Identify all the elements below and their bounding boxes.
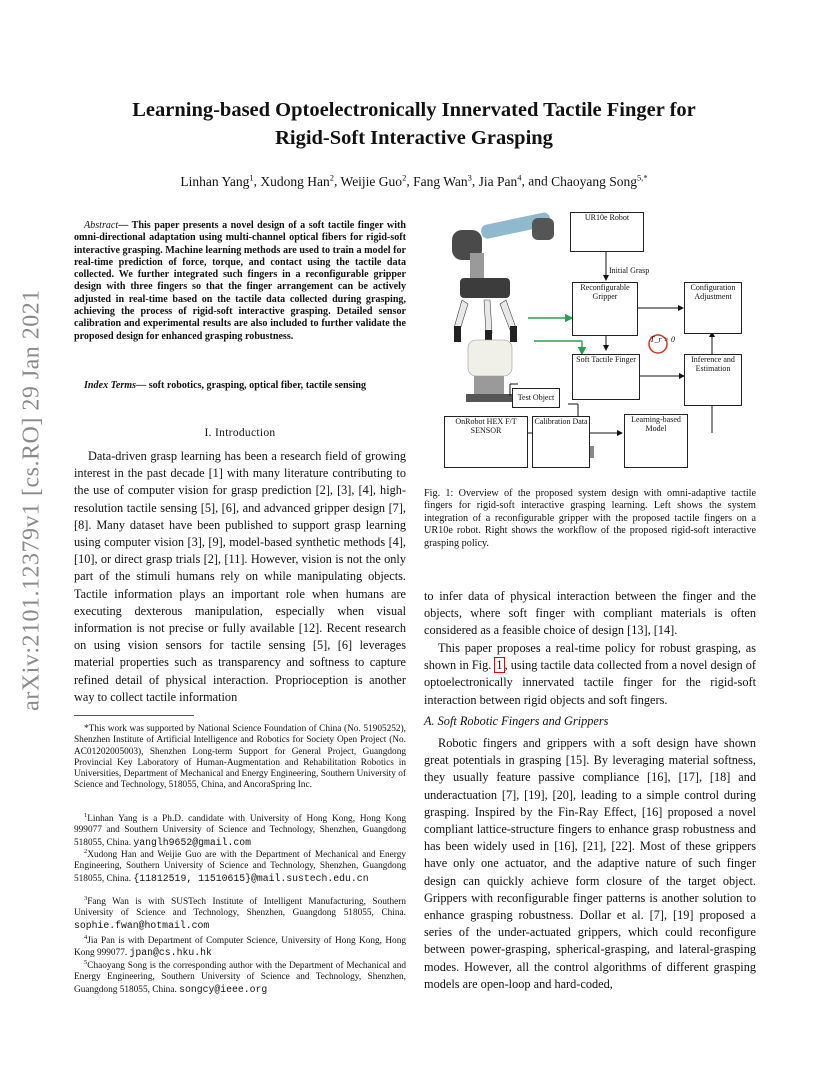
figure-ref-link[interactable]: 1 [496, 658, 503, 673]
email-link[interactable]: {11812519, 11510615}@mail.sustech.edu.cn [133, 872, 369, 884]
author: Weijie Guo$^2$ [340, 172, 407, 189]
subsection-a-paragraph: Robotic fingers and grippers with a soft design have shown great potentials in grasping [15]. By leveraging material softness, they usually feature passive compliance [16], [17], [18] and underactuation [7], [19], [20], leading to a simple control during grasping. Inspired by the Fin-Ray Effect, [16] proposed a novel compliant lattice-structure fingers to enhance grasp robustness and has been widely used in [16], [21], [22]. Most of these grippers have only one actuator, and the adaptive nature of such finger design can quickly achieve form closure of the target object. Grippers with reconfigurable finger patterns is another solution to enhance grasping robustness. Dollar et al. [7], [19] proposed a series of the under-actuated grippers, which could reconfigure between power-grasping, spherical-grasping, and lateral-grasping modes. However, all the control algorithms of different grasping models are open-loop and hard-coded, [424, 736, 756, 991]
email-link[interactable]: sophie.fwan@hotmail.com [74, 919, 210, 931]
email-link[interactable]: songcy@ieee.org [179, 983, 268, 995]
figure-1-caption: Fig. 1: Overview of the proposed system design with omni-adaptive tactile fingers for rigid-soft interactive grasping learning. Left shows the system integration of a reconfigurable gripper with the proposed tactile fingers on a UR10e robot. Right shows the workflow of the proposed rigid-soft interactive grasping policy. [424, 488, 756, 549]
index-terms [74, 380, 406, 392]
title-line-2: Rigid-Soft Interactive Grasping [275, 127, 553, 149]
intro-paragraph-2: to infer data of physical interaction between the finger and the objects, where soft finger with compliant materials is often considered as a feasible choice of design [13], [14]. [424, 589, 756, 638]
abstract-text: — This paper presents a novel design of a soft tactile finger with omni-directional adaptation using multi-channel optical fibers for rigid-soft interactive grasping. Machine learning methods are used to train a model for real-time prediction of force, torque, and contact using the tactile data collected. We further integrated such fingers in a reconfigurable gripper design with three fingers so that the finger arrangement can be actively adjusted in real-time based on the tactile data collected during grasping, achieving the process of rigid-soft interactive grasping. Detailed sensor calibration and experimental results are also included to further validate the proposed design for enhanced grasping robustness. [74, 220, 406, 342]
box-onrobot-sensor: OnRobot HEX F/T SENSOR [444, 416, 528, 468]
label-threshold: T_r > 0 [650, 335, 675, 344]
box-soft-tactile-finger: Soft Tactile Finger [572, 354, 640, 400]
email-link[interactable]: yanglh9652@gmail.com [133, 836, 251, 848]
section-heading-introduction: I. Introduction [204, 427, 276, 439]
box-configuration-adjustment: Configuration Adjustment [684, 282, 742, 334]
author: Xudong Han$^2$ [260, 172, 335, 189]
footnote-4: $^4$Jia Pan is with Department of Computer Science, University of Hong Kong, Hong Kong 999077. jpan@cs.hku.hk [74, 934, 406, 959]
subsection-heading-a: A. Soft Robotic Fingers and Grippers [424, 714, 609, 728]
abstract-label: Abstract [84, 220, 119, 231]
box-reconfigurable-gripper: Reconfigurable Gripper [572, 282, 638, 336]
footnote-2: $^2$Xudong Han and Weijie Guo are with the Department of Mechanical and Energy Engineering, Southern University of Science and Technology, Shenzhen, Guangdong 518055, China. {11812519, 11510615}@mail.sustech.edu.cn [74, 848, 406, 884]
intro-paragraph-3: This paper proposes a real-time policy for robust grasping, as shown in Fig. 1 , using tactile data collected from a novel design of optoelectronically innervated tactile finger for the rigid-soft interaction between rigid objects and soft fingers. [424, 641, 756, 707]
footnote-rule [74, 715, 194, 716]
box-calibration-data: Calibration Data [532, 416, 590, 468]
label-initial-grasp: Initial Grasp [609, 266, 650, 275]
author: Linhan Yang$^1$ [180, 172, 254, 189]
arxiv-stamp: arXiv:2101.12379v1 [cs.RO] 29 Jan 2021 [18, 289, 45, 711]
abstract [74, 220, 406, 343]
intro-paragraph-1: Data-driven grasp learning has been a research field of growing interest in the past decade [1] with many literature contributing to the use of computer vision for grasp prediction [2], [3], [4], high-resolution tactile sensing [5], [6], and advanced gripper design [7], [8]. Many dataset have been published to support grasp learning using computer vision [3], [9], model-based synthetic methods [4], [10], or direct grasp trials [2], [11]. However, vision is not the only part of the stimuli humans rely on while manipulating objects. Tactile information plays an important role when humans are executing dexterous manipulation, especially when visual information is not precise or fully available [12]. Recent research on using vision sensors for tactile sensing [5], [6] leverages material properties such as transparency and softness to capture refined detail of physical interaction. Proprioception is another way to collect tactile information [74, 449, 406, 704]
footnote-3: $^3$Fang Wan is with SUSTech Institute of Intelligent Manufacturing, Southern University of Science and Technology, Shenzhen, Guangdong 518055, China. sophie.fwan@hotmail.com [74, 895, 406, 931]
footnote-funding: *This work was supported by National Science Foundation of China (No. 51905252), Shenzhen Institute of Artificial Intelligence and Robotics for Society Open Project (No. AC01202005003), Shenzhen Long-term Support for General Project, Guangdong Provincial Key Laboratory of Human-Augmentation and Rehabilitation Robotics in Universities, Department of Mechanical and Energy Engineering, Southern University of Science and Technology, 518055, China, and AncoraSpring Inc. [74, 724, 406, 791]
author: Chaoyang Song$^{5,*}$ [551, 172, 648, 189]
box-learning-model: Learning-based Model [624, 414, 688, 468]
box-ur10e-robot: UR10e Robot [570, 212, 644, 252]
footnote-5: $^5$Chaoyang Song is the corresponding author with the Department of Mechanical and Energy Engineering, Southern University of Science and Technology, Shenzhen, Guangdong 518055, China. songcy@ieee.org [74, 959, 406, 995]
box-inference-estimation: Inference and Estimation [684, 354, 742, 406]
figure-1 [440, 208, 758, 480]
title-line-1: Learning-based Optoelectronically Innervated Tactile Finger for [132, 99, 696, 121]
email-link[interactable]: jpan@cs.hku.hk [129, 947, 212, 959]
author-list: Linhan Yang$^1$, Xudong Han$^2$, Weijie Guo$^2$, Fang Wan$^3$, Jia Pan$^4$, and Chaoyang Song$^{5,*}$ [180, 172, 648, 189]
index-terms-text: — soft robotics, grasping, optical fiber, tactile sensing [136, 380, 366, 391]
author: Fang Wan$^3$ [413, 172, 472, 189]
paper-title [60, 96, 768, 152]
box-test-object: Test Object [512, 388, 560, 408]
robot-photo [440, 208, 565, 403]
footnote-1: $^1$Linhan Yang is a Ph.D. candidate with University of Hong Kong, Hong Kong 999077 and Southern University of Science and Technology, Shenzhen, Guangdong 518055, China. yanglh9652@gmail.com [74, 812, 406, 848]
index-terms-label: Index Terms [84, 380, 137, 391]
author: Jia Pan$^4$ [478, 172, 522, 189]
